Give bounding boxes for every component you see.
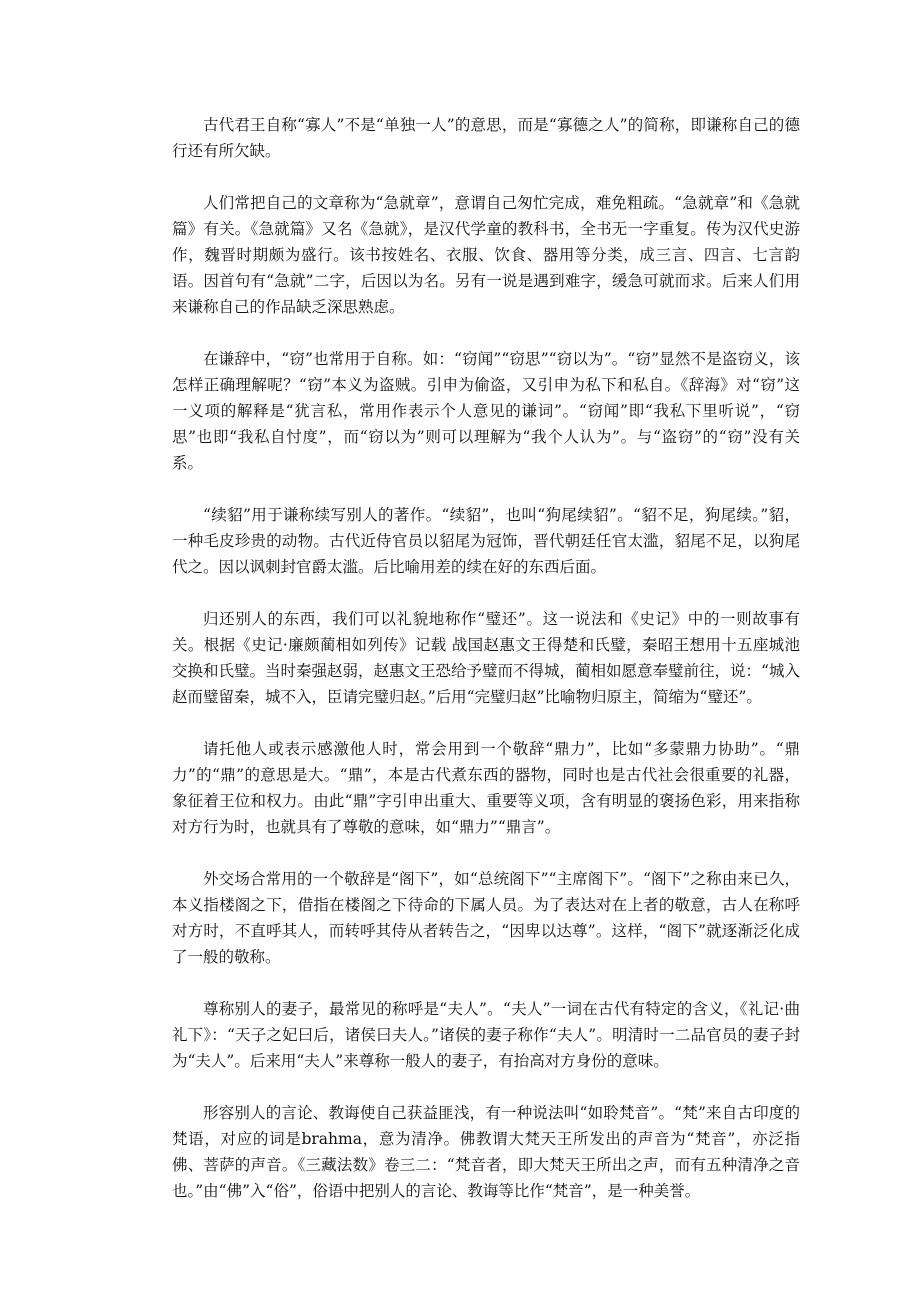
paragraph-guaren: 古代君王自称“寡人”不是“单独一人”的意思，而是“寡德之人”的简称，即谦称自己的德行还有所欠缺。 [172, 116, 800, 160]
paragraph-bihuan: 归还别人的东西，我们可以礼貌地称作“璧还”。这一说法和《史记》中的一则故事有关。根据《史记·廉颇蔺相如列传》记载 战国赵惠文王得楚和氏璧，秦昭王想用十五座城池交换和氏璧。当时秦强赵弱，赵惠文王恐给予璧而不得城，蔺相如愿意奉璧前往，说：“城入赵而璧留秦，城不入，臣请完璧归赵。”后用“完璧归赵”比喻物归原主，简缩为“璧还”。 [172, 610, 800, 706]
paragraph-qie: 在谦辞中，“窃”也常用于自称。如：“窃闻”“窃思”“窃以为”。“窃”显然不是盗窃义，该怎样正确理解呢？“窃”本义为盗贼。引申为偷盗，又引申为私下和私自。《辞海》对“窃”这一义项的解释是“犹言私，常用作表示个人意见的谦词”。“窃闻”即“我私下里听说”，“窃思”也即“我私自忖度”，而“窃以为”则可以理解为“我个人认为”。与“盗窃”的“窃”没有关系。 [172, 350, 800, 472]
paragraph-gexia: 外交场合常用的一个敬辞是“阁下”，如“总统阁下”“主席阁下”。“阁下”之称由来已久，本义指楼阁之下，借指在楼阁之下待命的下属人员。为了表达对在上者的敬意，古人在称呼对方时，不直呼其人，而转呼其侍从者转告之，“因卑以达尊”。这样，“阁下”就逐渐泛化成了一般的敬称。 [172, 870, 800, 966]
paragraph-jijiuzhang: 人们常把自己的文章称为“急就章”，意谓自己匆忙完成，难免粗疏。“急就章”和《急就篇》有关。《急就篇》又名《急就》，是汉代学童的教科书，全书无一字重复。传为汉代史游作，魏晋时期颇为盛行。该书按姓名、衣服、饮食、器用等分类，成三言、四言、七言韵语。因首句有“急就”二字，后因以为名。另有一说是遇到难字，缓急可就而求。后来人们用来谦称自己的作品缺乏深思熟虑。 [172, 194, 800, 316]
paragraph-dingli: 请托他人或表示感激他人时，常会用到一个敬辞“鼎力”，比如“多蒙鼎力协助”。“鼎力”的“鼎”的意思是大。“鼎”，本是古代煮东西的器物，同时也是古代社会很重要的礼器，象征着王位和权力。由此“鼎”字引申出重大、重要等义项，含有明显的褒扬色彩，用来指称对方行为时，也就具有了尊敬的意味，如“鼎力”“鼎言”。 [172, 740, 800, 836]
paragraph-furen: 尊称别人的妻子，最常见的称呼是“夫人”。“夫人”一词在古代有特定的含义，《礼记·曲礼下》：“天子之妃曰后，诸侯曰夫人。”诸侯的妻子称作“夫人”。明清时一二品官员的妻子封为“夫人”。后来用“夫人”来尊称一般人的妻子，有抬高对方身份的意味。 [172, 1000, 800, 1070]
paragraph-xudiao: “续貂”用于谦称续写别人的著作。“续貂”，也叫“狗尾续貂”。“貂不足，狗尾续。”貂，一种毛皮珍贵的动物。古代近侍官员以貂尾为冠饰，晋代朝廷任官太滥，貂尾不足，以狗尾代之。因以讽刺封官爵太滥。后比喻用差的续在好的东西后面。 [172, 506, 800, 576]
document-body [172, 112, 800, 1230]
paragraph-fanyin: 形容别人的言论、教诲使自己获益匪浅，有一种说法叫“如聆梵音”。“梵”来自古印度的梵语，对应的词是brahma，意为清净。佛教谓大梵天王所发出的声音为“梵音”，亦泛指佛、菩萨的声音。《三藏法数》卷三二：“梵音者，即大梵天王所出之声，而有五种清净之音也。”由“佛”入“俗”，俗语中把别人的言论、教诲等比作“梵音”，是一种美誉。 [172, 1104, 800, 1200]
